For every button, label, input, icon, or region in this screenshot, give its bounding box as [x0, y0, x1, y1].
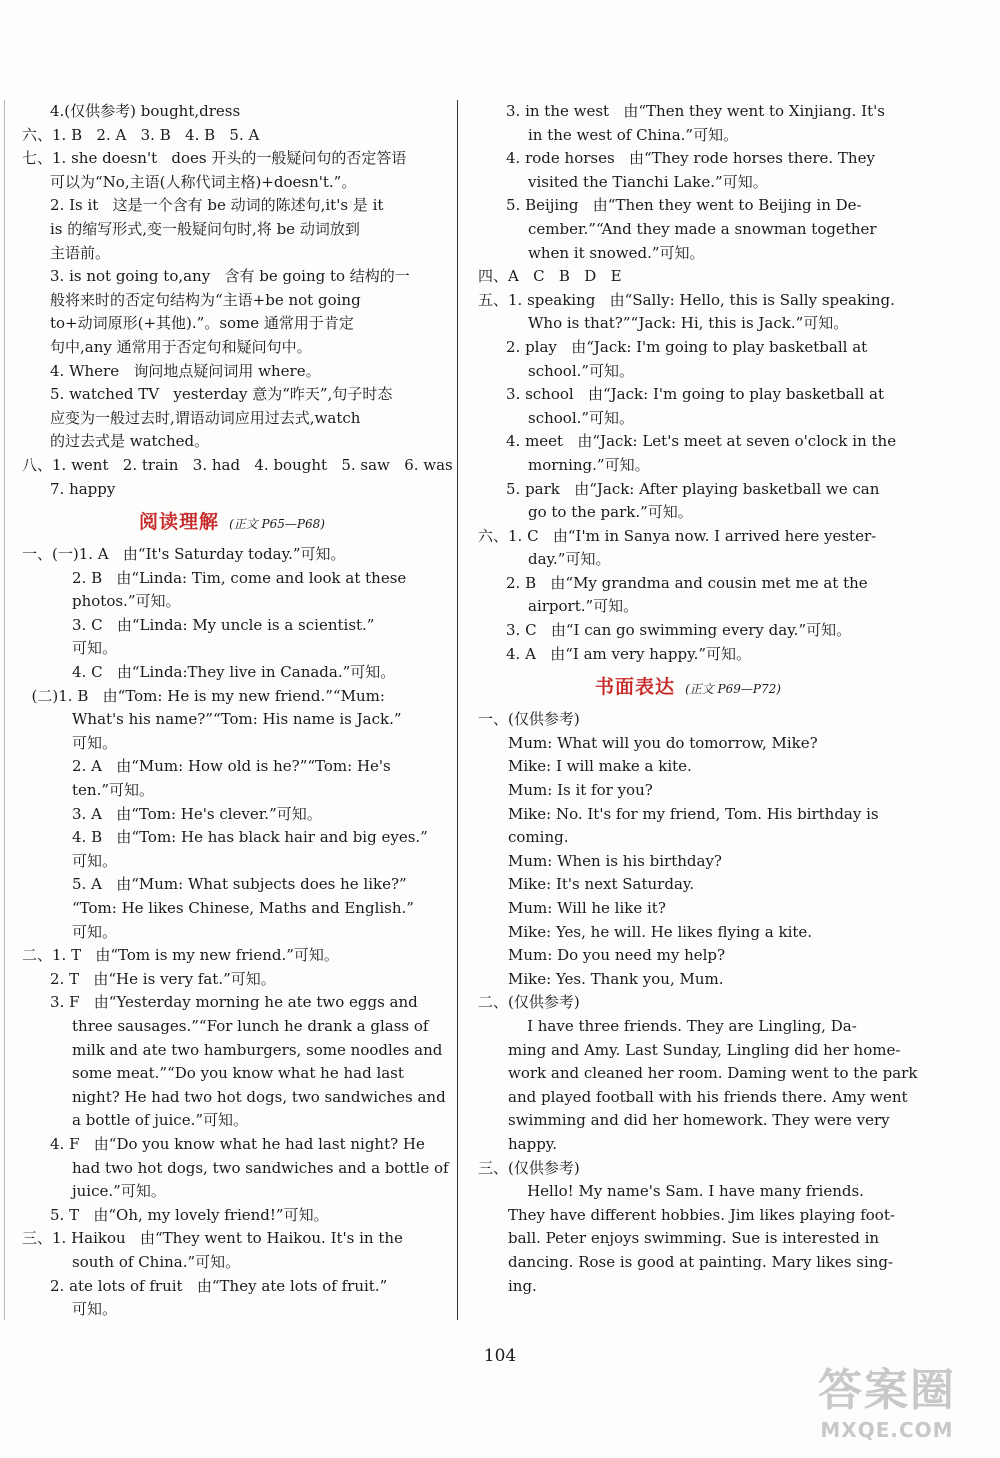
answer-line: ming and Amy. Last Sunday, Lingling did her home-: [508, 1040, 901, 1059]
left-column: [22, 100, 453, 1322]
answer-line: 2. Is it 这是一个含有 be 动词的陈述句,it's 是 it: [50, 196, 384, 215]
answer-line: Hello! My name's Sam. I have many friends.: [508, 1182, 864, 1201]
answer-line: Mum: Will he like it?: [508, 899, 666, 917]
answer-line: 七、1. she doesn't does 开头的一般疑问句的否定答语: [22, 149, 407, 168]
answer-line: cember.”“And they made a snowman together: [528, 219, 877, 238]
watermark-logo: [792, 1354, 982, 1442]
answer-line: 般将来时的否定句结构为“主语+be not going: [50, 290, 361, 309]
answer-line: 二、(仅供参考): [478, 993, 580, 1012]
answer-line: in the west of China.”可知。: [528, 125, 739, 144]
answer-line: 4. C 由“Linda:They live in Canada.”可知。: [72, 663, 396, 682]
answer-line: Mum: What will you do tomorrow, Mike?: [508, 733, 818, 752]
answer-line: (二)1. B 由“Tom: He is my new friend.”“Mum:: [22, 686, 385, 705]
answer-line: 2. ate lots of fruit 由“They ate lots of fruit.”: [50, 1276, 388, 1295]
answer-line: 4.(仅供参考) bought,dress: [50, 102, 241, 120]
answer-line: Mike: I will make a kite.: [508, 757, 692, 776]
answer-line: 三、(仅供参考): [478, 1158, 580, 1177]
answer-line: ball. Peter enjoys swimming. Sue is interested in: [508, 1229, 880, 1248]
answer-line: They have different hobbies. Jim likes playing foot-: [508, 1205, 895, 1224]
section-page-ref: (正文 P65—P68): [229, 517, 325, 532]
answer-line: 可以为“No,主语(人称代词主格)+doesn't.”。: [50, 172, 357, 191]
answer-line: a bottle of juice.”可知。: [72, 1111, 249, 1130]
answer-line: morning.”可知。: [528, 455, 650, 474]
answer-line: 2. play 由“Jack: I'm going to play basketball at: [506, 337, 868, 356]
answer-line: 5. Beijing 由“Then they went to Beijing in De-: [506, 196, 862, 215]
section-title: 阅读理解: [139, 511, 220, 534]
answer-line: 3. F 由“Yesterday morning he ate two eggs and: [50, 993, 418, 1012]
answer-line: 5. watched TV yesterday 意为“昨天”,句子时态: [50, 385, 393, 404]
answer-line: 二、1. T 由“Tom is my new friend.”可知。: [22, 946, 339, 965]
answer-line: 三、1. Haikou 由“They went to Haikou. It's in the: [22, 1229, 403, 1248]
answer-line: 2. T 由“He is very fat.”可知。: [50, 969, 276, 988]
answer-line: milk and ate two hamburgers, some noodles and: [72, 1040, 443, 1059]
answer-line: happy.: [508, 1134, 558, 1153]
answer-line: 2. B 由“My grandma and cousin met me at the: [506, 573, 868, 592]
answer-line: some meat.”“Do you know what he had last: [72, 1064, 404, 1083]
answer-line: school.”可知。: [528, 408, 635, 427]
answer-line: “Tom: He likes Chinese, Maths and English.”: [72, 899, 414, 917]
answer-line: 5. A 由“Mum: What subjects does he like?”: [72, 875, 407, 894]
watermark-text: 答案圈: [818, 1365, 956, 1416]
answer-line: when it snowed.”可知。: [528, 243, 705, 262]
answer-line: to+动词原形(+其他).”。some 通常用于肯定: [50, 314, 354, 333]
answer-line: 4. B 由“Tom: He has black hair and big eyes.”: [72, 828, 428, 847]
answer-line: 4. Where 询问地点疑问词用 where。: [50, 361, 321, 380]
answer-line: three sausages.”“For lunch he drank a glass of: [72, 1016, 429, 1035]
answer-line: juice.”可知。: [72, 1182, 166, 1201]
answer-line: 4. A 由“I am very happy.”可知。: [506, 644, 752, 663]
answer-line: photos.”可知。: [72, 592, 181, 611]
answer-line: Mike: No. It's for my friend, Tom. His birthday is: [508, 804, 879, 823]
answer-line: go to the park.”可知。: [528, 503, 693, 522]
answer-line: Mike: It's next Saturday.: [508, 875, 695, 894]
answer-line: 4. rode horses 由“They rode horses there. They: [506, 149, 875, 168]
section-page-ref: (正文 P69—P72): [685, 682, 781, 697]
answer-line: 3. C 由“I can go swimming every day.”可知。: [506, 621, 852, 640]
answer-line: 五、1. speaking 由“Sally: Hello, this is Sally speaking.: [478, 290, 895, 309]
answer-line: coming.: [508, 828, 569, 847]
answer-line: 4. F 由“Do you know what he had last night? He: [50, 1134, 425, 1153]
answer-line: 可知。: [72, 1300, 118, 1319]
answer-line: 应变为一般过去时,谓语动词应用过去式,watch: [50, 408, 361, 427]
answer-line: ing.: [508, 1276, 537, 1295]
answer-line: 的过去式是 watched。: [50, 432, 210, 451]
section-heading: [478, 666, 898, 708]
page-edge-line: [4, 100, 5, 1320]
answer-line: had two hot dogs, two sandwiches and a bottle of: [72, 1158, 449, 1177]
answer-line: and played football with his friends there. Amy went: [508, 1087, 908, 1106]
answer-line: 7. happy: [50, 479, 116, 498]
answer-line: 3. A 由“Tom: He's clever.”可知。: [72, 804, 322, 823]
answer-line: school.”可知。: [528, 361, 635, 380]
answer-line: Mum: When is his birthday?: [508, 851, 722, 870]
answer-line: 四、A C B D E: [478, 267, 622, 286]
column-divider: [457, 100, 458, 1320]
answer-line: 可知。: [72, 922, 118, 941]
page-number: 104: [483, 1346, 517, 1366]
answer-line: Mike: Yes. Thank you, Mum.: [508, 969, 724, 988]
answer-line: 六、1. C 由“I'm in Sanya now. I arrived here yester-: [478, 526, 877, 545]
answer-line: 3. C 由“Linda: My uncle is a scientist.”: [72, 615, 375, 634]
answer-line: airport.”可知。: [528, 597, 639, 616]
answer-line: 主语前。: [50, 243, 111, 262]
answer-line: 3. school 由“Jack: I'm going to play basketball at: [506, 385, 884, 404]
answer-line: is 的缩写形式,变一般疑问句时,将 be 动词放到: [50, 219, 360, 238]
watermark-url: MXQE.COM: [820, 1418, 954, 1442]
answer-line: dancing. Rose is good at painting. Mary likes sing-: [508, 1252, 894, 1271]
answer-line: What's his name?”“Tom: His name is Jack.”: [72, 710, 402, 729]
answer-line: 句中,any 通常用于否定句和疑问句中。: [50, 337, 312, 356]
answer-line: visited the Tianchi Lake.”可知。: [528, 172, 768, 191]
right-column: [478, 100, 918, 1298]
answer-line: 一、(仅供参考): [478, 710, 580, 729]
answer-line: 3. is not going to,any 含有 be going to 结构的一: [50, 267, 410, 286]
answer-line: 可知。: [72, 851, 118, 870]
answer-line: 5. T 由“Oh, my lovely friend!”可知。: [50, 1205, 329, 1224]
answer-line: Mum: Do you need my help?: [508, 946, 726, 965]
answer-line: night? He had two hot dogs, two sandwiches and: [72, 1087, 446, 1106]
section-title: 书面表达: [595, 676, 676, 699]
answer-line: 八、1. went 2. train 3. had 4. bought 5. saw 6. was: [22, 455, 453, 474]
answer-line: work and cleaned her room. Daming went to the park: [508, 1064, 918, 1083]
answer-line: day.”可知。: [528, 550, 611, 569]
answer-line: 可知。: [72, 639, 118, 658]
answer-line: 六、1. B 2. A 3. B 4. B 5. A: [22, 125, 260, 144]
answer-line: 2. B 由“Linda: Tim, come and look at these: [72, 568, 407, 587]
section-heading: [22, 501, 442, 543]
answer-line: south of China.”可知。: [72, 1252, 241, 1271]
answer-line: I have three friends. They are Lingling, Da-: [508, 1016, 857, 1035]
answer-line: 2. A 由“Mum: How old is he?”“Tom: He's: [72, 757, 391, 776]
answer-line: ten.”可知。: [72, 781, 155, 800]
answer-line: 5. park 由“Jack: After playing basketball we can: [506, 479, 880, 498]
answer-line: Who is that?”“Jack: Hi, this is Jack.”可知。: [528, 314, 849, 333]
answer-line: 一、(一)1. A 由“It's Saturday today.”可知。: [22, 545, 346, 564]
answer-line: 可知。: [72, 733, 118, 752]
answer-line: 4. meet 由“Jack: Let's meet at seven o'clock in the: [506, 432, 897, 451]
answer-line: 3. in the west 由“Then they went to Xinjiang. It's: [506, 102, 885, 120]
answer-line: Mike: Yes, he will. He likes flying a kite.: [508, 922, 813, 941]
answer-line: swimming and did her homework. They were very: [508, 1111, 890, 1130]
answer-line: Mum: Is it for you?: [508, 781, 653, 800]
